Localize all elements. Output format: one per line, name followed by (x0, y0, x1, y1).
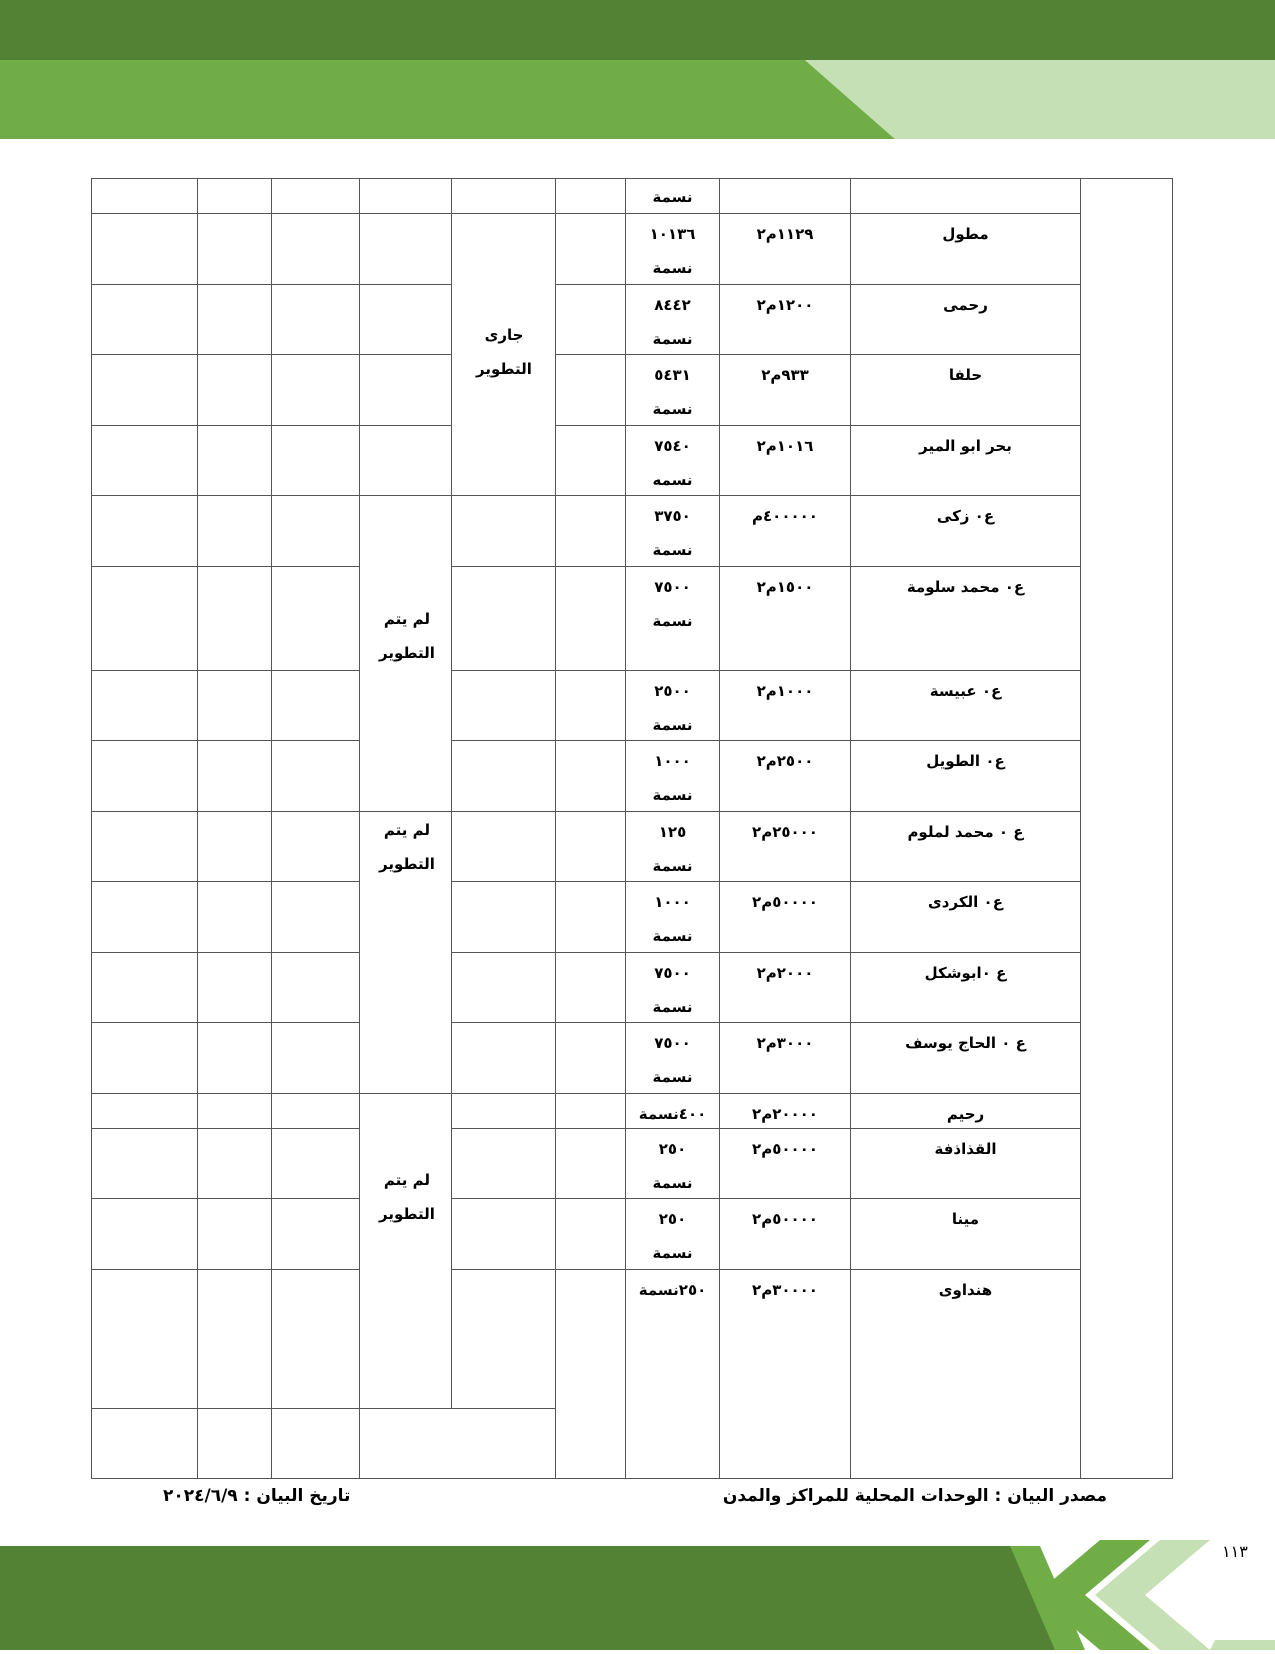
row-name: ع٠ زكى (936, 507, 995, 525)
row-area: ١٥٠٠م٢ (756, 578, 814, 596)
row-name: ع٠ محمد سلومة (906, 578, 1025, 596)
row-area: ٢٥٠٠م٢ (756, 752, 814, 770)
row-name: ع٠ الكردى (928, 893, 1003, 911)
row-name: هنداوى (938, 1281, 993, 1299)
row-area: ٢٠٠٠م٢ (756, 964, 814, 982)
row-area: ٢٥٠٠٠م٢ (752, 823, 818, 841)
row-population: ١٠٠٠ نسمة (652, 752, 693, 804)
row-area: ٥٠٠٠٠م٢ (752, 1210, 818, 1228)
status-group-2: لم يتم التطوير (379, 610, 435, 662)
row-population: ٣٧٥٠ نسمة (652, 507, 693, 559)
status-group-4: لم يتم التطوير (379, 1171, 435, 1223)
row-area: ١١٢٩م٢ (756, 225, 814, 243)
row-area: ٣٠٠٠٠م٢ (752, 1281, 818, 1299)
row-area: ٥٠٠٠٠م٢ (752, 893, 818, 911)
row-area: ٣٠٠٠م٢ (756, 1034, 814, 1052)
row-name: ع ٠ محمد لملوم (907, 823, 1024, 841)
status-group-3: لم يتم التطوير (379, 821, 435, 873)
row-population: ٥٤٣١ نسمة (652, 366, 693, 418)
row-population: ١٠٠٠ نسمة (652, 893, 693, 945)
row-area: ٥٠٠٠٠م٢ (752, 1140, 818, 1158)
page-number: ١١٣ (1222, 1542, 1248, 1561)
row-name: مينا (951, 1210, 980, 1228)
top-fragment-population: نسمة (652, 188, 693, 206)
row-population: ٢٥٠٠ نسمة (652, 682, 693, 734)
footer-decoration (0, 1540, 1275, 1650)
footer-band (0, 1540, 1275, 1650)
row-population: ٧٥٤٠ نسمه (652, 437, 693, 489)
row-area: ٢٠٠٠٠م٢ (752, 1105, 818, 1123)
row-area: ١٠١٦م٢ (756, 437, 814, 455)
row-population: ٧٥٠٠ نسمة (652, 578, 693, 630)
row-area: ٤٠٠٠٠٠م (752, 507, 818, 525)
row-population: ١٢٥ نسمة (652, 823, 693, 875)
row-name: رحمى (943, 296, 988, 314)
row-population: ٤٠٠نسمة (638, 1105, 707, 1123)
row-name: القذاذفة (934, 1140, 997, 1158)
row-name: بحر ابو المير (919, 437, 1012, 455)
data-date: تاريخ البيان : ٢٠٢٤/٦/٩ (163, 1486, 351, 1506)
row-population: ٢٥٠نسمة (638, 1281, 707, 1299)
row-population: ٧٥٠٠ نسمة (652, 1034, 693, 1086)
row-name: مطول (942, 225, 989, 243)
row-name: ع٠ عبيسة (929, 682, 1002, 700)
row-population: ١٠١٣٦ نسمة (649, 225, 696, 277)
row-name: ع ٠ابوشكل (924, 964, 1007, 982)
row-population: ٢٥٠ نسمة (652, 1210, 693, 1262)
row-name: حلفا (948, 366, 983, 384)
row-name: رحيم (946, 1105, 985, 1123)
row-population: ٢٥٠ نسمة (652, 1140, 693, 1192)
row-name: ع٠ الطويل (926, 752, 1005, 770)
row-area: ١٢٠٠م٢ (756, 296, 814, 314)
data-source: مصدر البيان : الوحدات المحلية للمراكز والمدن (722, 1486, 1107, 1506)
row-name: ع ٠ الحاج يوسف (905, 1034, 1026, 1052)
row-area: ٩٣٣م٢ (761, 366, 809, 384)
row-area: ١٠٠٠م٢ (756, 682, 814, 700)
row-population: ٧٥٠٠ نسمة (652, 964, 693, 1016)
status-group-1: جارى التطوير (476, 326, 532, 378)
row-population: ٨٤٤٢ نسمة (652, 296, 693, 348)
